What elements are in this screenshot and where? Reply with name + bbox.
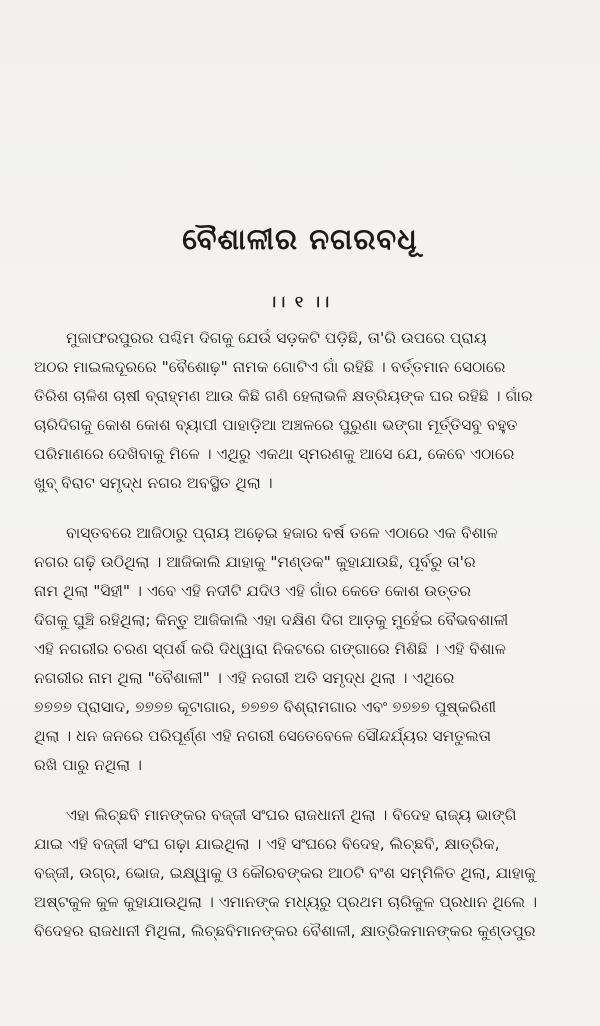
text-line: ବାସ୍ତବରେ ଆଜିଠାରୁ ପ୍ରାୟ ଅଢ଼େଇ ହଜାର ବର୍ଷ ତଳେ ଏଠାରେ ଏକ ବିଶାଳ [66, 524, 498, 542]
text-line: ମୁଜାଫରପୁରର ପଶ୍ଚିମ ଦିଗକୁ ଯେଉଁ ସଡ଼କଟି ପଡ଼ିଛି, ତା'ରି ଉପରେ ପ୍ରାୟ [66, 329, 487, 347]
text-line: ଚାରିଦିଗକୁ କୋଶ କୋଶ ବ୍ୟାପୀ ପାହାଡ଼ିଆ ଅଞ୍ଚଳରେ ପୁରୁଣା ଭଙ୍ଗା ମୂର୍ତ୍ତିସବୁ ବହୁତ [34, 416, 518, 434]
text-line: ୭୭୭୭ ପ୍ରାସାଦ, ୭୭୭୭ କୂଟାଗାର, ୭୭୭୭ ବିଶ୍ରାମଗାର ଏବଂ ୭୭୭୭ ପୁଷ୍କରିଣୀ [34, 698, 497, 716]
text-line: ଅଷ୍ଟକୁଳ କୁଳ କୁହାଯାଉଥିଲା । ଏମାନଙ୍କ ମଧ୍ୟରୁ ପ୍ରଥମ ଚାରିକୁଳ ପ୍ରଧାନ ଥିଲେ । [34, 893, 538, 911]
text-line: ଖୁବ୍ ବିରାଟ ସମୃଦ୍ଧ ନଗର ଅବସ୍ଥିତ ଥିଲା । [34, 474, 273, 492]
text-line: ଏହି ନଗରୀର ଚରଣ ସ୍ପର୍ଶ କରି ଦିଧ୍ୱାରା ନିକଟରେ ଗଙ୍ଗାରେ ମିଶିଛି । ଏହି ବିଶାଳ [34, 640, 507, 658]
text-line: ରଖି ପାରୁ ନଥିଲା । [34, 756, 143, 774]
text-line: ଥିଲା । ଧନ ଜନରେ ପରିପୂର୍ଣ୍ଣ ଏହି ନଗରୀ ସେତେବେଳେ ସୌନ୍ଦର୍ଯ୍ୟର ସମତୁଲତା [34, 727, 492, 745]
text-line: ପରିମାଣରେ ଦେଖିବାକୁ ମିଳେ । ଏଥିରୁ ଏକଥା ସ୍ମରଣକୁ ଆସେ ଯେ, କେବେ ଏଠାରେ [34, 445, 515, 463]
text-line: ଏହା ଲିଚ୍ଛବି ମାନଙ୍କର ବଜ୍ଜୀ ସଂଘର ରାଜଧାନୀ ଥିଲା । ବିଦେହ ରାଜ୍ୟ ଭାଙ୍ଗି [66, 806, 517, 824]
text-line: ନଗର ଗଢ଼ି ଉଠିଥିଲା । ଆଜିକାଲି ଯାହାକୁ "ମଣ୍ଡକ" କୁହାଯାଉଛି, ପୂର୍ବରୁ ତା'ର [34, 553, 476, 571]
text-line: ନାମ ଥିଲା "ସିହୀ" । ଏବେ ଏହି ନଦୀଟି ଯଦିଓ ଏହି ଗାଁର କେତେ କୋଶ ଉତ୍ତର [34, 582, 471, 600]
text-line: ଅଠର ମାଇଲଦୂରରେ "ବୈଶୋଢ଼" ନାମକ ଗୋଟିଏ ଗାଁ ରହିଛି । ବର୍ତ୍ତମାନ ସେଠାରେ [34, 358, 506, 376]
chapter-title: ବୈଶାଳୀର ନଗରବଧୂ [182, 222, 418, 256]
text-line: ଯାଇ ଏହି ବଜ୍ଜୀ ସଂଘ ଗଢ଼ା ଯାଇଥିଲା । ଏହି ସଂଘରେ ବିଦେହ, ଲିଚ୍ଛବି, କ୍ଷାତ୍ରିକ, [34, 835, 500, 853]
text-line: ତିରିଶ ଚାଳିଶ ଚାଷୀ ବ୍ରାହ୍ମଣ ଆଉ କିଛି ଗଣି ହେଲାଭଳି କ୍ଷତ୍ରିୟଙ୍କ ଘର ରହିଛି । ଗାଁର [34, 387, 533, 405]
chapter-number: ।। ୧ ।। [268, 292, 332, 311]
text-line: ବିଦେହର ରାଜଧାନୀ ମିଥିଳା, ଲିଚ୍ଛବିମାନଙ୍କର ବୈଶାଳୀ, କ୍ଷାତ୍ରିକମାନଙ୍କର କୁଣ୍ଡପୁର [34, 922, 536, 940]
text-line: ଦିଗକୁ ଘୁଞ୍ଚି ରହିଥିଲା; କିନ୍ତୁ ଆଜିକାଲି ଏହା ଦକ୍ଷିଣ ଦିଗ ଆଡ଼କୁ ମୁହେଁଇ ବୈଭବଶାଳୀ [34, 611, 509, 629]
text-line: ନଗରୀର ନାମ ଥିଲା "ବୈଶାଳୀ" । ଏହି ନଗରୀ ଅତି ସମୃଦ୍ଧ ଥିଲା । ଏଥିରେ [34, 669, 455, 687]
text-line: ବଜ୍ଜୀ, ଉଗ୍ର, ଭୋଜ, ଇକ୍ଷ୍ୱାକୁ ଓ କୌରବଙ୍କର ଆଠଟି ବଂଶ ସମ୍ମିଳିତ ଥିଲା, ଯାହାକୁ [34, 864, 536, 882]
